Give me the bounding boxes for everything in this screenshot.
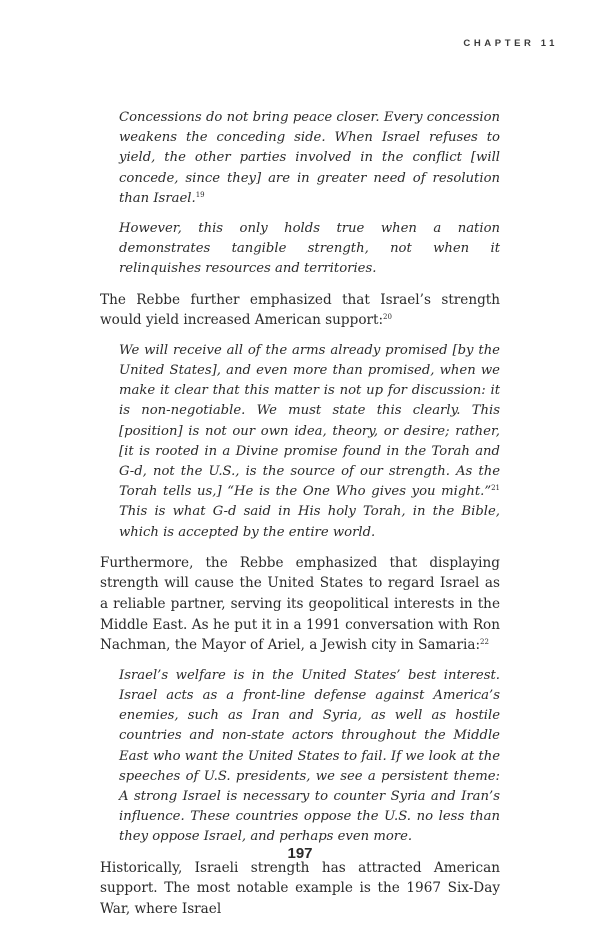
footnote-marker[interactable]: 19 <box>195 190 205 199</box>
page-number: 197 <box>287 845 313 862</box>
paragraph-text: The Rebbe further emphasized that Israel’s strength would yield increased American support: <box>100 291 500 329</box>
quote-paragraph <box>119 666 500 848</box>
quote-text: Israel’s welfare is in the United States’ best interest. Israel acts as a front-line defense against America’s enemies, such as Iran and Syria, as well as hostile countries and non-state actors throughout the Middle East who want the United States to fail. If we look at the speeches of U.S. presidents, we see a persistent theme: A strong Israel is necessary to counter Syria and Iran’s influence. These countries oppose the U.S. no less than they oppose Israel, and perhaps even more. <box>119 667 500 845</box>
block-quote <box>119 219 500 280</box>
quote-text: Concessions do not bring peace closer. Every concession weakens the conceding side. When Israel refuses to yield, the other parties involved in the conflict [will concede, since they] are in greater need of resolution than Israel. <box>119 110 500 206</box>
footnote-marker[interactable]: 21 <box>491 484 500 493</box>
body-paragraph <box>100 858 500 920</box>
running-header: CHAPTER 11 <box>463 38 558 49</box>
block-quote <box>119 341 500 543</box>
quote-text: We will receive all of the arms already promised [by the United States], and even more than promised, when we make it clear that this matter is not up for discussion: it is non-negotiable. We must state this clearly. This [position] is not our own idea, theory, or desire; rather, [it is rooted in a Divine promise found in the Torah and G-d, not the U.S., is the source of our strength. As the Torah tells us,] “He is the One Who gives you might.” <box>119 342 500 500</box>
quote-paragraph <box>119 108 500 209</box>
quote-text: However, this only holds true when a nation demonstrates tangible strength, not when it relinquishes resources and territories. <box>119 221 500 277</box>
paragraph-text: Furthermore, the Rebbe emphasized that displaying strength will cause the United States to regard Israel as a reliable partner, serving its geopolitical interests in the Middle East. As he put it in a 1991 conversation with Ron Nachman, the Mayor of Ariel, a Jewish city in Samaria: <box>100 554 500 654</box>
quote-text: This is what G-d said in His holy Torah, in the Bible, which is accepted by the entire world. <box>119 504 500 540</box>
block-quote <box>119 666 500 848</box>
quote-paragraph <box>119 219 500 280</box>
footnote-marker[interactable]: 20 <box>383 313 392 322</box>
block-quote <box>119 108 500 209</box>
quote-paragraph <box>119 341 500 543</box>
page-body <box>100 108 500 929</box>
body-paragraph <box>100 553 500 656</box>
footnote-marker[interactable]: 22 <box>480 638 489 647</box>
paragraph-text: Historically, Israeli strength has attracted American support. The most notable example is the 1967 Six-Day War, where Israel <box>100 859 500 917</box>
body-paragraph <box>100 290 500 331</box>
